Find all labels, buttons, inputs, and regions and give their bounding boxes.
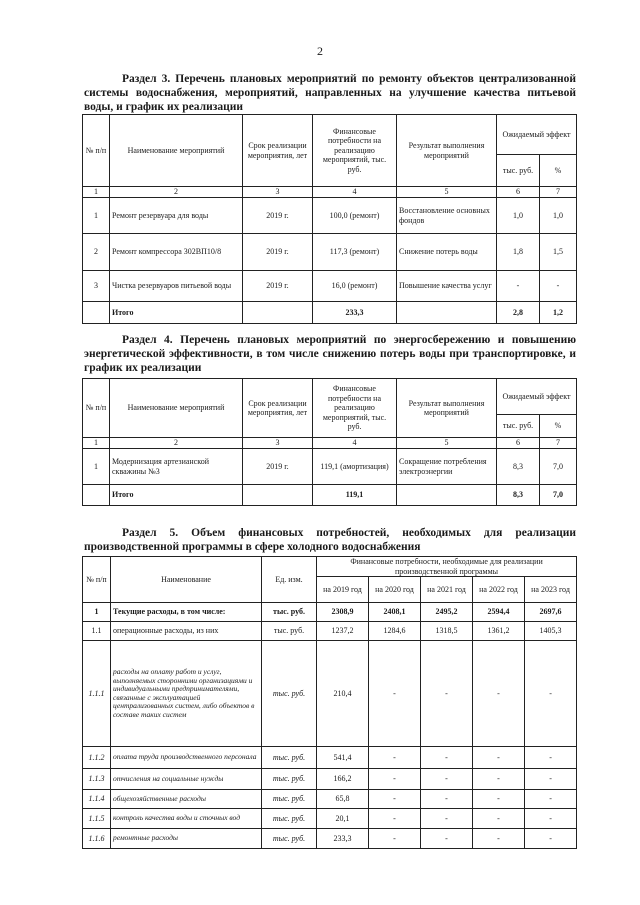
col-header-effect: Ожидаемый эффект	[497, 115, 577, 155]
col-header-effect-rub: тыс. руб.	[497, 415, 540, 438]
table-row: 1.1.2 оплата труда производственного персонала тыс. руб. 541,4 - - - -	[83, 747, 577, 769]
col-header-year: на 2021 год	[421, 577, 473, 603]
table-row: 1.1.1 расходы на оплату работ и услуг, выполняемых сторонними организациями и индивидуальными предпринимателями, связанные с эксплуатацией централизованных систем, либо объектов в составе таких систем тыс. руб. 210,4 - - - -	[83, 641, 577, 747]
table-row: 1 Модернизация артезианской скважины №3 2019 г. 119,1 (амортизация) Сокращение потребления электроэнергии 8,3 7,0	[83, 449, 577, 485]
col-header-year: на 2019 год	[317, 577, 369, 603]
section4-heading: Раздел 4. Перечень плановых мероприятий по энергосбережению и повышению энергетической эффективности, в том числе снижению потерь воды при транспортировке, и график их реализации	[84, 334, 576, 374]
col-header-result: Результат выполнения мероприятий	[397, 115, 497, 187]
table-row: 1.1.6 ремонтные расходы тыс. руб. 233,3 - - - -	[83, 829, 577, 849]
table-row: 1 Ремонт резервуара для воды 2019 г. 100,0 (ремонт) Восстановление основных фондов 1,0 1,0	[83, 198, 577, 234]
section3-heading: Раздел 3. Перечень плановых мероприятий по ремонту объектов централизованной системы водоснабжения, мероприятий, направленных на улучшение качества питьевой воды, и график их реализации	[84, 73, 576, 113]
col-header-term: Срок реализации мероприятия, лет	[243, 115, 313, 187]
page-number: 2	[317, 44, 323, 58]
col-header-year: на 2023 год	[525, 577, 577, 603]
table-row: 1.1 операционные расходы, из них тыс. руб. 1237,2 1284,6 1318,5 1361,2 1405,3	[83, 622, 577, 641]
col-header-result: Результат выполнения мероприятий	[397, 379, 497, 438]
col-header-finance: Финансовые потребности на реализацию мероприятий, тыс. руб.	[313, 379, 397, 438]
col-header-finance: Финансовые потребности, необходимые для реализации производственной программы	[317, 557, 577, 577]
total-row: Итого 233,3 2,8 1,2	[83, 302, 577, 324]
table-row: 1.1.5 контроль качества воды и сточных вод тыс. руб. 20,1 - - - -	[83, 809, 577, 829]
table-row: 2 Ремонт компрессора 302ВП10/8 2019 г. 117,3 (ремонт) Снижение потерь воды 1,8 1,5	[83, 234, 577, 271]
col-header-effect-pct: %	[540, 415, 577, 438]
col-header-term: Срок реализации мероприятия, лет	[243, 379, 313, 438]
col-header-unit: Ед. изм.	[262, 557, 317, 603]
col-header-effect-pct: %	[540, 155, 577, 187]
section4-table	[82, 378, 577, 506]
col-header-name: Наименование	[111, 557, 262, 603]
section5-heading: Раздел 5. Объем финансовых потребностей, необходимых для реализации производственной программы в сфере холодного водоснабжения	[84, 527, 576, 553]
col-header-num: № п/п	[83, 557, 111, 603]
section3-table	[82, 114, 577, 324]
col-header-name: Наименование мероприятий	[110, 379, 243, 438]
table-row: 1.1.3 отчисления на социальные нужды тыс. руб. 166,2 - - - -	[83, 769, 577, 790]
col-header-num: № п/п	[83, 115, 110, 187]
table-row: 1 Текущие расходы, в том числе: тыс. руб. 2308,9 2408,1 2495,2 2594,4 2697,6	[83, 603, 577, 622]
col-header-year: на 2020 год	[369, 577, 421, 603]
index-row: 1 2 3 4 5 6 7	[83, 187, 577, 198]
total-row: Итого 119,1 8,3 7,0	[83, 485, 577, 506]
table-row: 1.1.4 общехозяйственные расходы тыс. руб. 65,8 - - - -	[83, 790, 577, 809]
col-header-name: Наименование мероприятий	[110, 115, 243, 187]
col-header-effect: Ожидаемый эффект	[497, 379, 577, 415]
col-header-year: на 2022 год	[473, 577, 525, 603]
col-header-num: № п/п	[83, 379, 110, 438]
index-row: 1 2 3 4 5 6 7	[83, 438, 577, 449]
table-row: 3 Чистка резервуаров питьевой воды 2019 г. 16,0 (ремонт) Повышение качества услуг - -	[83, 271, 577, 302]
col-header-finance: Финансовые потребности на реализацию мероприятий, тыс. руб.	[313, 115, 397, 187]
section5-table	[82, 556, 577, 849]
col-header-effect-rub: тыс. руб.	[497, 155, 540, 187]
